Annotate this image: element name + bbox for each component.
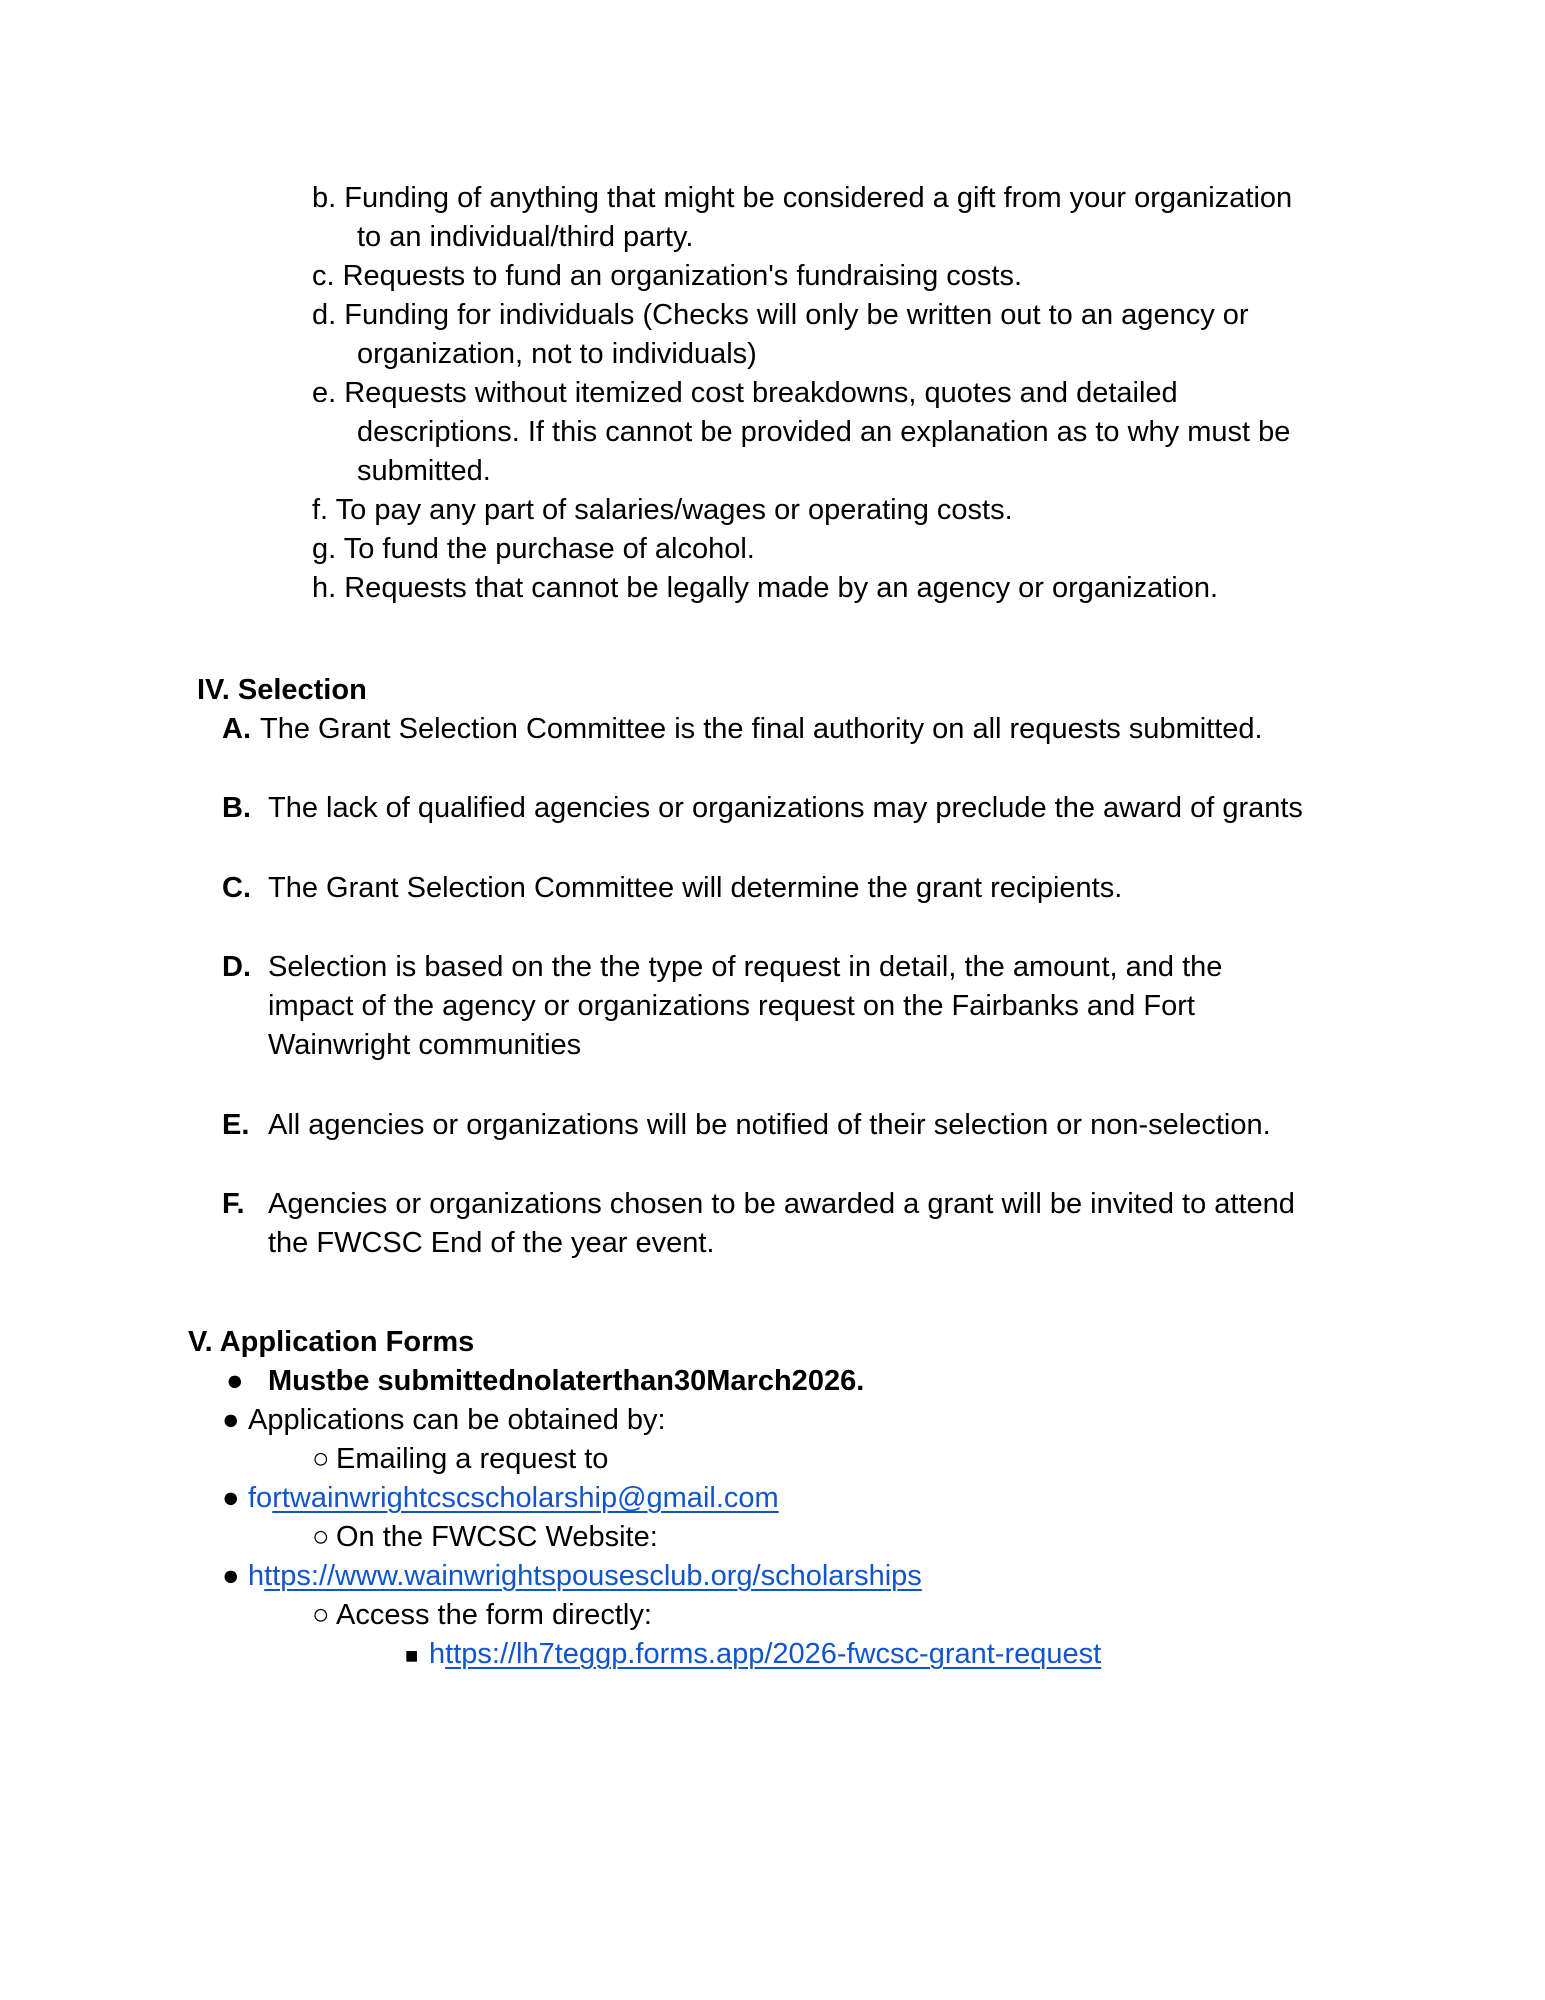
selection-letter: C. — [222, 872, 251, 904]
exclusion-b-line2: to an individual/third party. — [357, 221, 694, 253]
selection-item-a — [222, 712, 1263, 746]
email-item — [222, 1481, 779, 1515]
deadline-item — [226, 1364, 864, 1398]
selection-letter: D. — [222, 951, 251, 983]
bullet-icon: ● — [222, 1482, 240, 1514]
form-link[interactable]: ttps://lh7teggp.forms.app/2026-fwcsc-grant-request — [445, 1638, 1102, 1670]
selection-letter: F. — [222, 1188, 245, 1220]
selection-text: Agencies or organizations chosen to be awarded a grant will be invited to attend — [268, 1188, 1295, 1220]
bullet-icon: ● — [222, 1560, 240, 1592]
selection-item-f-line2: the FWCSC End of the year event. — [268, 1227, 715, 1259]
selection-item-e — [222, 1108, 1271, 1142]
selection-letter: E. — [222, 1109, 250, 1141]
email-link[interactable]: rtwainwrightcscscholarship@gmail.com — [272, 1482, 779, 1514]
email-option — [312, 1442, 608, 1476]
bullet-icon: ● — [222, 1404, 240, 1436]
exclusion-g: g. To fund the purchase of alcohol. — [312, 533, 755, 565]
exclusion-e-line1: e. Requests without itemized cost breakdowns, quotes and detailed — [312, 377, 1178, 409]
selection-text: All agencies or organizations will be notified of their selection or non-selection. — [268, 1109, 1271, 1141]
selection-item-f — [222, 1187, 1295, 1221]
selection-letter: B. — [222, 792, 251, 824]
section-heading-application-forms: V. Application Forms — [188, 1326, 475, 1358]
exclusion-c: c. Requests to fund an organization's fundraising costs. — [312, 260, 1023, 292]
selection-item-c — [222, 871, 1122, 905]
circle-bullet-icon: ○ — [312, 1599, 330, 1631]
circle-bullet-icon: ○ — [312, 1521, 330, 1553]
obtain-text: Applications can be obtained by: — [248, 1404, 666, 1436]
exclusion-e-line3: submitted. — [357, 455, 491, 487]
form-option — [312, 1598, 652, 1632]
exclusion-f: f. To pay any part of salaries/wages or operating costs. — [312, 494, 1013, 526]
selection-letter: A. — [222, 713, 251, 745]
section-heading-selection: IV. Selection — [197, 674, 367, 706]
website-item — [222, 1559, 922, 1593]
exclusion-d-line1: d. Funding for individuals (Checks will only be written out to an agency or — [312, 299, 1249, 331]
website-option-label: On the FWCSC Website: — [336, 1521, 658, 1553]
selection-item-d-line3: Wainwright communities — [268, 1029, 582, 1061]
website-option — [312, 1520, 658, 1554]
selection-item-b — [222, 791, 1303, 825]
selection-text: Selection is based on the the type of request in detail, the amount, and the — [268, 951, 1223, 983]
circle-bullet-icon: ○ — [312, 1443, 330, 1475]
exclusion-d-line2: organization, not to individuals) — [357, 338, 757, 370]
website-prefix: h — [248, 1560, 265, 1592]
square-bullet-icon: ■ — [405, 1643, 419, 1668]
email-option-label: Emailing a request to — [336, 1443, 609, 1475]
exclusion-b-line1: b. Funding of anything that might be considered a gift from your organization — [312, 182, 1293, 214]
exclusion-e-line2: descriptions. If this cannot be provided an explanation as to why must be — [357, 416, 1291, 448]
selection-text: The Grant Selection Committee will determine the grant recipients. — [268, 872, 1123, 904]
obtain-item — [222, 1403, 666, 1437]
website-link[interactable]: ttps://www.wainwrightspousesclub.org/scholarships — [264, 1560, 922, 1592]
form-item — [405, 1637, 1101, 1673]
selection-text: The Grant Selection Committee is the final authority on all requests submitted. — [260, 713, 1263, 745]
form-prefix: h — [429, 1638, 446, 1670]
selection-text: The lack of qualified agencies or organizations may preclude the award of grants — [268, 792, 1303, 824]
bullet-icon: ● — [226, 1365, 244, 1397]
selection-item-d — [222, 950, 1222, 984]
deadline-text: Mustbe submittednolaterthan30March2026. — [268, 1365, 865, 1397]
exclusion-h: h. Requests that cannot be legally made by an agency or organization. — [312, 572, 1219, 604]
email-prefix: fo — [248, 1482, 273, 1514]
selection-item-d-line2: impact of the agency or organizations request on the Fairbanks and Fort — [268, 990, 1195, 1022]
form-option-label: Access the form directly: — [336, 1599, 652, 1631]
